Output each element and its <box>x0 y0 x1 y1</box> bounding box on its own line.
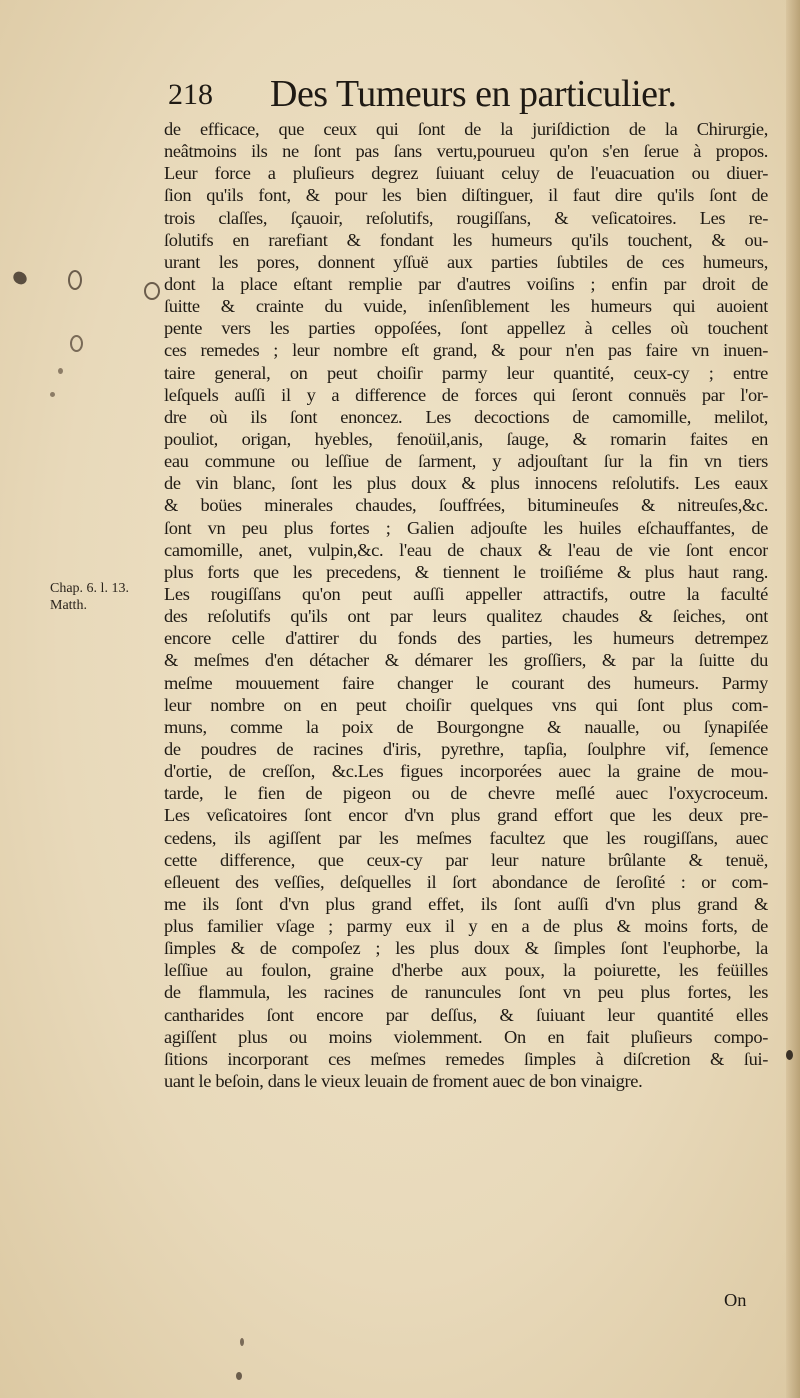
text-line: plus familier vſage ; parmy eux il y en a de plus & moins forts, de <box>164 916 768 937</box>
text-line: Les veſicatoires ſont encor d'vn plus grand effort que les deux pre- <box>164 805 768 826</box>
text-line: pouliot, origan, hyebles, fenoüil,anis, ſauge, & romarin faites en <box>164 428 768 449</box>
text-line: ſimples & de compoſez ; les plus doux & ſimples ſont l'euphorbe, la <box>164 938 768 959</box>
speck-mark <box>236 1372 242 1380</box>
page-header <box>168 72 768 120</box>
text-line: neâtmoins ils ne ſont pas ſans vertu,pourueu qu'on s'en ſerue à propos. <box>164 141 768 162</box>
margin-note-source: Matth. <box>50 598 87 613</box>
text-line: me ils ſont d'vn plus grand effet, ils ſont auſſi d'vn plus grand & <box>164 893 768 914</box>
text-line: dont la place eſtant remplie par d'autres voiſins ; enfin par droit de <box>164 273 768 294</box>
text-line: taire general, on peut choiſir parmy leur quantité, ceux-cy ; entre <box>164 362 768 383</box>
speck-mark <box>58 368 63 374</box>
text-line: de poudres de racines d'iris, pyrethre, tapſia, ſoulphre vif, ſemence <box>164 738 768 759</box>
text-line: ſuitte & crainte du vuide, inſenſiblement les humeurs qui auoient <box>164 296 768 317</box>
text-line: urant les pores, donnent yſſuë aux parties ſubtiles de ces humeurs, <box>164 251 768 272</box>
text-line: de vin blanc, ſont les plus doux & plus innocens reſolutifs. Les eaux <box>164 473 768 494</box>
text-line: & meſmes d'en détacher & démarer les groſſiers, & par la ſuitte du <box>164 650 768 671</box>
text-line: leſquels auſſi il y a difference de forces qui ſeront connuës par l'or- <box>164 384 768 405</box>
text-line: leur nombre on en peut choiſir quelques vns qui ſont plus com- <box>164 694 768 715</box>
text-line: de flammula, les racines de ranuncules ſont vn peu plus fortes, les <box>164 982 768 1003</box>
text-line: ſion qu'ils font, & pour les bien diſtinguer, il faut dire qu'ils ſont de <box>164 185 768 206</box>
text-line: de efficace, que ceux qui ſont de la juriſdiction de la Chirurgie, <box>164 119 768 139</box>
margin-note-reference: Chap. 6. l. 13. <box>50 581 129 596</box>
text-line: cantharides ſont encore par deſſus, & ſuiuant leur quantité elles <box>164 1004 768 1025</box>
text-line: Les rougiſſans qu'on peut auſſi appeller attractifs, outre la faculté <box>164 583 768 604</box>
text-line: trois claſſes, ſçauoir, reſolutifs, rougiſſans, & veſicatoires. Les re- <box>164 207 768 228</box>
margin-note <box>50 580 160 614</box>
ink-blot-mark <box>786 1050 793 1060</box>
speck-mark <box>50 392 55 397</box>
ring-stain-mark <box>70 335 83 352</box>
body-text <box>164 118 768 1092</box>
speck-mark <box>240 1338 244 1346</box>
text-line: d'ortie, de creſſon, &c.Les figues incorporées auec la graine de mou- <box>164 761 768 782</box>
ring-stain-mark <box>144 282 160 300</box>
running-title: Des Tumeurs en particulier. <box>270 73 677 115</box>
text-line: uant le beſoin, dans le vieux leuain de froment auec de bon vinaigre. <box>164 1071 643 1092</box>
text-line: muns, comme la poix de Bourgongne & naualle, ou ſynapiſée <box>164 716 768 737</box>
text-line: cedens, ils agiſſent par les meſmes facultez que les rougiſſans, auec <box>164 827 768 848</box>
text-line: dre où ils ſont enoncez. Les decoctions de camomille, melilot, <box>164 406 768 427</box>
catchword: On <box>724 1290 747 1310</box>
ring-stain-mark <box>68 270 82 290</box>
ink-blot-mark <box>11 269 29 287</box>
text-line: eau commune ou leſſiue de ſarment, y adjouſtant ſur la fin vn tiers <box>164 451 768 472</box>
text-line: meſme mouuement faire changer le courant des humeurs. Parmy <box>164 672 768 693</box>
text-line: ſitions incorporant ces meſmes remedes ſimples à diſcretion & ſui- <box>164 1048 768 1069</box>
text-line: encore celle d'attirer du fonds des parties, les humeurs detrempez <box>164 628 768 649</box>
text-line: pente vers les parties oppoſées, ſont appellez à celles où touchent <box>164 318 768 339</box>
text-line: leſſiue au foulon, graine d'herbe aux poux, la poiurette, les feüilles <box>164 960 768 981</box>
page-number: 218 <box>168 78 213 111</box>
text-line: camomille, anet, vulpin,&c. l'eau de chaux & l'eau de vie ſont encor <box>164 539 768 560</box>
text-line: eſleuent des veſſies, deſquelles il ſort abondance de ſeroſité : or com- <box>164 871 768 892</box>
text-line: ſolutifs en rarefiant & fondant les humeurs qu'ils touchent, & ou- <box>164 229 768 250</box>
text-line: Leur force a pluſieurs degrez ſuiuant celuy de l'euacuation ou diuer- <box>164 163 768 184</box>
text-line: & boües minerales chaudes, ſouffrées, bitumineuſes & nitreuſes,&c. <box>164 495 768 516</box>
text-line: des reſolutifs qu'ils ont par leurs qualitez chaudes & ſeiches, ont <box>164 606 768 627</box>
page-edge <box>786 0 800 1398</box>
text-line: ſont vn peu plus fortes ; Galien adjouſte les huiles eſchauffantes, de <box>164 517 768 538</box>
text-line: ces remedes ; leur nombre eſt grand, & pour n'en pas faire vn inuen- <box>164 340 768 361</box>
text-line: plus forts que les precedens, & tiennent le troiſiéme & plus haut rang. <box>164 561 768 582</box>
text-line: tarde, le fien de pigeon ou de chevre meſlé auec l'oxycroceum. <box>164 783 768 804</box>
text-line: cette difference, que ceux-cy par leur nature brûlante & tenuë, <box>164 849 768 870</box>
text-line: agiſſent plus ou moins violemment. On en fait pluſieurs compo- <box>164 1026 768 1047</box>
